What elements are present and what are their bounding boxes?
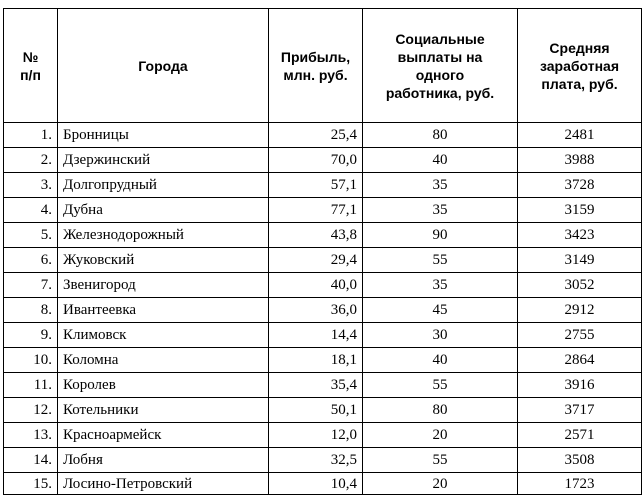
header-profit xyxy=(269,9,363,123)
cell-salary: 2571 xyxy=(518,423,642,448)
table-row xyxy=(4,148,642,173)
cell-salary: 3916 xyxy=(518,373,642,398)
cell-city: Королев xyxy=(58,373,269,398)
table-row xyxy=(4,423,642,448)
cell-profit: 43,8 xyxy=(269,223,363,248)
cell-social: 80 xyxy=(363,123,518,148)
cell-num: 12. xyxy=(4,398,58,423)
header-profit-label: Прибыль, млн. руб. xyxy=(280,48,351,83)
cell-profit: 12,0 xyxy=(269,423,363,448)
cell-city: Красноармейск xyxy=(58,423,269,448)
cell-num: 8. xyxy=(4,298,58,323)
cell-profit: 70,0 xyxy=(269,148,363,173)
cell-city: Звенигород xyxy=(58,273,269,298)
cell-social: 40 xyxy=(363,148,518,173)
cell-salary: 3423 xyxy=(518,223,642,248)
cell-salary: 3717 xyxy=(518,398,642,423)
cell-profit: 18,1 xyxy=(269,348,363,373)
table-row xyxy=(4,398,642,423)
cell-social: 35 xyxy=(363,198,518,223)
cell-city: Жуковский xyxy=(58,248,269,273)
cell-city: Климовск xyxy=(58,323,269,348)
cell-num: 2. xyxy=(4,148,58,173)
cell-salary: 1723 xyxy=(518,473,642,495)
header-social xyxy=(363,9,518,123)
cell-profit: 50,1 xyxy=(269,398,363,423)
header-salary xyxy=(518,9,642,123)
cell-social: 35 xyxy=(363,173,518,198)
cell-num: 15. xyxy=(4,473,58,495)
cell-profit: 14,4 xyxy=(269,323,363,348)
cell-profit: 10,4 xyxy=(269,473,363,495)
cell-profit: 35,4 xyxy=(269,373,363,398)
cell-salary: 2481 xyxy=(518,123,642,148)
cell-num: 7. xyxy=(4,273,58,298)
cell-profit: 29,4 xyxy=(269,248,363,273)
cell-social: 30 xyxy=(363,323,518,348)
header-social-label: Социальные выплаты на одного работника, руб. xyxy=(385,30,495,101)
header-num xyxy=(4,9,58,123)
cell-social: 55 xyxy=(363,373,518,398)
cell-profit: 77,1 xyxy=(269,198,363,223)
table-row xyxy=(4,323,642,348)
table-row xyxy=(4,248,642,273)
cities-data-table xyxy=(3,8,642,495)
header-row xyxy=(4,9,642,123)
cell-city: Дзержинский xyxy=(58,148,269,173)
cell-social: 55 xyxy=(363,448,518,473)
cell-profit: 40,0 xyxy=(269,273,363,298)
cell-salary: 2864 xyxy=(518,348,642,373)
cell-num: 11. xyxy=(4,373,58,398)
cell-social: 45 xyxy=(363,298,518,323)
cell-city: Котельники xyxy=(58,398,269,423)
cell-city: Лосино-Петровский xyxy=(58,473,269,495)
cell-city: Дубна xyxy=(58,198,269,223)
table-row xyxy=(4,298,642,323)
cell-num: 6. xyxy=(4,248,58,273)
cell-num: 13. xyxy=(4,423,58,448)
cell-num: 1. xyxy=(4,123,58,148)
cell-social: 80 xyxy=(363,398,518,423)
cell-salary: 3988 xyxy=(518,148,642,173)
cell-social: 20 xyxy=(363,423,518,448)
cell-city: Бронницы xyxy=(58,123,269,148)
cell-num: 14. xyxy=(4,448,58,473)
table-row xyxy=(4,473,642,495)
table-row xyxy=(4,173,642,198)
cell-num: 5. xyxy=(4,223,58,248)
cell-num: 10. xyxy=(4,348,58,373)
cell-salary: 3149 xyxy=(518,248,642,273)
cell-salary: 3728 xyxy=(518,173,642,198)
header-salary-label: Средняя заработная плата, руб. xyxy=(539,39,620,92)
cell-salary: 3159 xyxy=(518,198,642,223)
table-row xyxy=(4,198,642,223)
table-body xyxy=(4,123,642,495)
cell-city: Долгопрудный xyxy=(58,173,269,198)
header-city xyxy=(58,9,269,123)
cell-social: 35 xyxy=(363,273,518,298)
cell-city: Железнодорожный xyxy=(58,223,269,248)
cell-city: Коломна xyxy=(58,348,269,373)
cell-num: 4. xyxy=(4,198,58,223)
header-city-label: Города xyxy=(138,57,188,74)
table-row xyxy=(4,373,642,398)
cell-social: 40 xyxy=(363,348,518,373)
table-row xyxy=(4,223,642,248)
table-row xyxy=(4,348,642,373)
cell-profit: 57,1 xyxy=(269,173,363,198)
cell-social: 55 xyxy=(363,248,518,273)
table-row xyxy=(4,273,642,298)
table-header xyxy=(4,9,642,123)
table-row xyxy=(4,448,642,473)
cell-num: 3. xyxy=(4,173,58,198)
cell-salary: 3508 xyxy=(518,448,642,473)
cell-salary: 2755 xyxy=(518,323,642,348)
cell-city: Лобня xyxy=(58,448,269,473)
cell-num: 9. xyxy=(4,323,58,348)
cell-social: 90 xyxy=(363,223,518,248)
cell-city: Ивантеевка xyxy=(58,298,269,323)
cell-social: 20 xyxy=(363,473,518,495)
cell-profit: 32,5 xyxy=(269,448,363,473)
header-num-label: № п/п xyxy=(20,48,41,83)
table-row xyxy=(4,123,642,148)
cell-salary: 3052 xyxy=(518,273,642,298)
cell-profit: 25,4 xyxy=(269,123,363,148)
cell-profit: 36,0 xyxy=(269,298,363,323)
cell-salary: 2912 xyxy=(518,298,642,323)
